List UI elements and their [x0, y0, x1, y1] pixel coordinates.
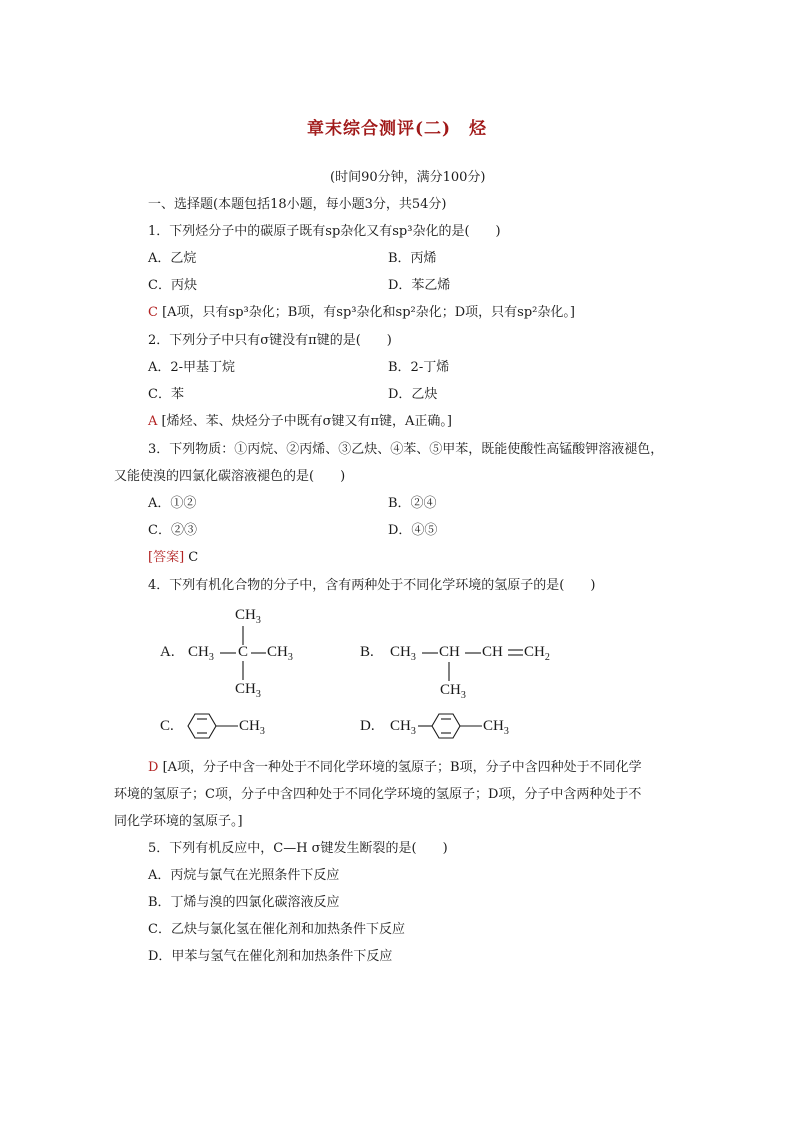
q4-answer-letter: D	[148, 760, 159, 775]
q5-option-b: B．丁烯与溴的四氯化碳溶液反应	[148, 895, 340, 910]
q1-option-c: C．丙炔	[148, 278, 197, 293]
q4-option-b-label: B.	[360, 644, 374, 660]
q4-b-ch3-bottom: $CH_3$	[440, 682, 466, 701]
q1-option-a: A．乙烷	[148, 251, 197, 266]
page-subtitle: (时间90分钟，满分100分)	[330, 170, 486, 185]
q4-a-ch3-left: $CH_3$	[188, 644, 214, 663]
q5-option-a: A．丙烷与氯气在光照条件下反应	[148, 868, 340, 883]
q5-option-c: C．乙炔与氯化氢在催化剂和加热条件下反应	[148, 922, 405, 937]
q2-stem: 2．下列分子中只有σ键没有π键的是( )	[148, 333, 392, 348]
q4-d-ch3-right: $CH_3$	[483, 718, 509, 737]
q2-option-c: C．苯	[148, 387, 184, 402]
q3-option-c: C．②③	[148, 523, 197, 538]
q1-option-b: B．丙烯	[388, 251, 437, 266]
q2-answer-explanation: [烯烃、苯、炔烃分子中既有σ键又有π键，A正确。]	[161, 414, 452, 429]
q4-a-center-c: C	[238, 644, 249, 660]
q4-b-ch2: $CH_2$	[524, 644, 550, 663]
q3-answer-label: [答案]	[148, 550, 185, 565]
q1-stem: 1．下列烃分子中的碳原子既有sp杂化又有sp³杂化的是( )	[148, 224, 501, 239]
q3-stem-line1: 3．下列物质：①丙烷、②丙烯、③乙炔、④苯、⑤甲苯，既能使酸性高锰酸钾溶液褪色，	[148, 442, 664, 457]
q4-option-c-label: C.	[160, 718, 174, 734]
q2-option-a: A．2-甲基丁烷	[148, 360, 236, 375]
q1-answer-letter: C	[148, 305, 158, 320]
q5-stem: 5．下列有机反应中，C—H σ键发生断裂的是( )	[148, 841, 448, 856]
q5-option-d: D．甲苯与氢气在催化剂和加热条件下反应	[148, 949, 393, 964]
q4-c-ch3: $CH_3$	[239, 718, 265, 737]
q3-stem-line2: 又能使溴的四氯化碳溶液褪色的是( )	[114, 469, 346, 484]
q4-b-ch: CH	[439, 644, 460, 660]
q4-b-ch3-left: $CH_3$	[390, 644, 416, 663]
q3-option-b: B．②④	[388, 496, 437, 511]
q2-option-b: B．2-丁烯	[388, 360, 450, 375]
q1-option-d: D．苯乙烯	[388, 278, 451, 293]
q2-option-d: D．乙炔	[388, 387, 438, 402]
q4-d-ch3-left: $CH_3$	[390, 718, 416, 737]
q4-b-ch-alkene: CH	[482, 644, 503, 660]
q4-a-ch3-right: $CH_3$	[267, 644, 293, 663]
q4-stem: 4．下列有机化合物的分子中，含有两种处于不同化学环境的氢原子的是( )	[148, 578, 596, 593]
q4-option-a-label: A.	[160, 644, 175, 660]
section-heading: 一、选择题(本题包括18小题，每小题3分，共54分)	[148, 197, 447, 212]
page-title: 章末综合测评(二) 烃	[306, 119, 488, 139]
q4-a-ch3-top: $CH_3$	[235, 607, 261, 626]
q4-option-d-label: D.	[360, 718, 375, 734]
q4-answer-line3: 同化学环境的氢原子。]	[114, 814, 243, 829]
q4-answer	[148, 758, 642, 778]
q2-answer-letter: A	[148, 414, 158, 429]
q4-answer-line2: 环境的氢原子；C项，分子中含四种处于不同化学环境的氢原子；D项，分子中含两种处于不	[114, 787, 642, 802]
q4-answer-line1: [A项，分子中含一种处于不同化学环境的氢原子；B项，分子中含四种处于不同化学	[162, 760, 642, 775]
q3-answer-letter: C	[188, 550, 199, 565]
q3-option-d: D．④⑤	[388, 523, 438, 538]
q4-a-ch3-bottom: $CH_3$	[235, 681, 261, 700]
q3-option-a: A．①②	[148, 496, 197, 511]
q1-answer-explanation: [A项，只有sp³杂化；B项，有sp³杂化和sp²杂化；D项，只有sp²杂化。]	[162, 305, 575, 320]
